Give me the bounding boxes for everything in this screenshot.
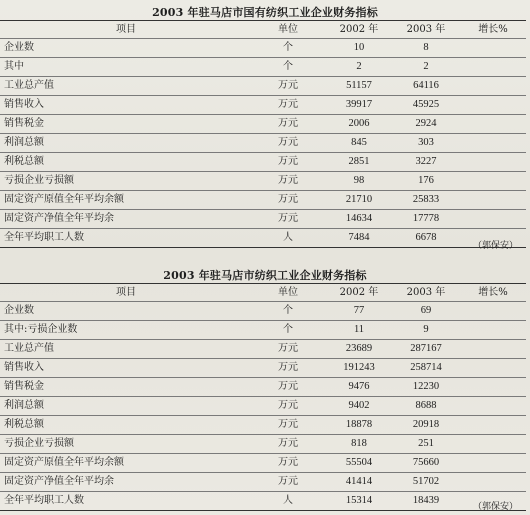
- row-growth: [460, 191, 526, 210]
- table-row: [0, 77, 526, 96]
- row-value-2002: 21710: [326, 191, 392, 210]
- row-value-2003: 8688: [392, 397, 460, 416]
- row-value-2002: 41414: [326, 473, 392, 492]
- row-value-2003: 258714: [392, 359, 460, 378]
- row-item: 企业数: [0, 39, 250, 58]
- row-item: 固定资产原值全年平均余额: [0, 454, 250, 473]
- row-unit: 个: [250, 58, 326, 77]
- row-item: 工业总产值: [0, 77, 250, 96]
- row-item: 亏损企业亏损额: [0, 172, 250, 191]
- continued-note: （郭保安）: [472, 241, 518, 251]
- row-value-2003: 3227: [392, 153, 460, 172]
- row-value-2002: 39917: [326, 96, 392, 115]
- row-item: 固定资产净值全年平均余: [0, 210, 250, 229]
- row-unit: 万元: [250, 172, 326, 191]
- header-year-2003: 2003 年: [392, 21, 460, 39]
- header-growth: 增长%: [460, 21, 526, 39]
- row-value-2002: 9476: [326, 378, 392, 397]
- row-item: 工业总产值: [0, 340, 250, 359]
- row-growth: [460, 416, 526, 435]
- row-unit: 万元: [250, 435, 326, 454]
- row-growth: [460, 210, 526, 229]
- row-value-2003: 25833: [392, 191, 460, 210]
- row-value-2002: 2006: [326, 115, 392, 134]
- row-item: 利润总额: [0, 397, 250, 416]
- table-title: 2003 年驻马店市国有纺织工业企业财务指标: [152, 6, 378, 19]
- table-row: [0, 397, 526, 416]
- row-growth: [460, 302, 526, 321]
- header-unit: 单位: [250, 21, 326, 39]
- row-value-2002: 23689: [326, 340, 392, 359]
- row-value-2003: 251: [392, 435, 460, 454]
- row-growth: [460, 39, 526, 58]
- row-value-2002: 11: [326, 321, 392, 340]
- row-value-2002: 191243: [326, 359, 392, 378]
- row-value-2003: 17778: [392, 210, 460, 229]
- row-item: 企业数: [0, 302, 250, 321]
- table-row: [0, 473, 526, 492]
- row-item: 全年平均职工人数: [0, 492, 250, 511]
- header-item: 项目: [0, 284, 250, 302]
- row-value-2003: 20918: [392, 416, 460, 435]
- row-unit: 万元: [250, 416, 326, 435]
- row-unit: 个: [250, 39, 326, 58]
- row-item: 销售税金: [0, 378, 250, 397]
- table-row: [0, 172, 526, 191]
- continued-note: （郭保安）: [472, 502, 518, 512]
- table-row: [0, 134, 526, 153]
- row-value-2003: 176: [392, 172, 460, 191]
- row-unit: 万元: [250, 134, 326, 153]
- row-growth: [460, 454, 526, 473]
- financial-table: [0, 283, 526, 511]
- table-row: [0, 191, 526, 210]
- table-row: [0, 454, 526, 473]
- row-value-2002: 15314: [326, 492, 392, 511]
- row-value-2002: 2851: [326, 153, 392, 172]
- table-row: [0, 359, 526, 378]
- table-row: [0, 435, 526, 454]
- row-unit: 万元: [250, 153, 326, 172]
- table-row: [0, 115, 526, 134]
- row-growth: [460, 134, 526, 153]
- row-unit: 万元: [250, 210, 326, 229]
- header-year-2002: 2002 年: [326, 284, 392, 302]
- row-item: 固定资产净值全年平均余: [0, 473, 250, 492]
- header-growth: 增长%: [460, 284, 526, 302]
- row-value-2002: 51157: [326, 77, 392, 96]
- row-growth: [460, 58, 526, 77]
- row-value-2003: 8: [392, 39, 460, 58]
- row-value-2003: 2924: [392, 115, 460, 134]
- table-row: [0, 378, 526, 397]
- row-growth: [460, 435, 526, 454]
- table-header-row: [0, 21, 526, 39]
- row-growth: [460, 359, 526, 378]
- row-growth: [460, 378, 526, 397]
- row-value-2003: 45925: [392, 96, 460, 115]
- row-unit: 个: [250, 302, 326, 321]
- row-unit: 万元: [250, 115, 326, 134]
- row-value-2002: 18878: [326, 416, 392, 435]
- row-item: 销售收入: [0, 359, 250, 378]
- row-item: 利税总额: [0, 416, 250, 435]
- row-growth: [460, 77, 526, 96]
- row-value-2002: 845: [326, 134, 392, 153]
- row-value-2002: 77: [326, 302, 392, 321]
- row-growth: [460, 473, 526, 492]
- row-unit: 万元: [250, 359, 326, 378]
- table-row: [0, 302, 526, 321]
- row-unit: 人: [250, 229, 326, 248]
- table-row: [0, 58, 526, 77]
- row-growth: [460, 153, 526, 172]
- row-value-2003: 75660: [392, 454, 460, 473]
- row-value-2003: 69: [392, 302, 460, 321]
- header-item: 项目: [0, 21, 250, 39]
- row-item: 其中:亏损企业数: [0, 321, 250, 340]
- row-item: 利税总额: [0, 153, 250, 172]
- header-year-2003: 2003 年: [392, 284, 460, 302]
- row-unit: 个: [250, 321, 326, 340]
- row-unit: 万元: [250, 191, 326, 210]
- row-unit: 万元: [250, 340, 326, 359]
- row-item: 销售收入: [0, 96, 250, 115]
- row-value-2002: 9402: [326, 397, 392, 416]
- table-row: [0, 416, 526, 435]
- row-value-2002: 14634: [326, 210, 392, 229]
- row-item: 亏损企业亏损额: [0, 435, 250, 454]
- table-header-row: [0, 284, 526, 302]
- row-unit: 万元: [250, 473, 326, 492]
- table-row: [0, 229, 526, 248]
- table-row: [0, 153, 526, 172]
- row-value-2003: 51702: [392, 473, 460, 492]
- row-growth: [460, 115, 526, 134]
- row-item: 利润总额: [0, 134, 250, 153]
- row-growth: [460, 340, 526, 359]
- row-value-2003: 6678: [392, 229, 460, 248]
- row-value-2003: 303: [392, 134, 460, 153]
- row-value-2002: 2: [326, 58, 392, 77]
- row-value-2003: 9: [392, 321, 460, 340]
- row-item: 固定资产原值全年平均余额: [0, 191, 250, 210]
- table-title: 2003 年驻马店市纺织工业企业财务指标: [163, 269, 367, 282]
- table-row: [0, 210, 526, 229]
- table-row: [0, 96, 526, 115]
- row-unit: 万元: [250, 397, 326, 416]
- table-row: [0, 492, 526, 511]
- row-unit: 万元: [250, 454, 326, 473]
- row-value-2002: 55504: [326, 454, 392, 473]
- row-unit: 万元: [250, 96, 326, 115]
- row-value-2003: 2: [392, 58, 460, 77]
- row-growth: [460, 321, 526, 340]
- header-year-2002: 2002 年: [326, 21, 392, 39]
- row-unit: 人: [250, 492, 326, 511]
- row-value-2002: 10: [326, 39, 392, 58]
- table-row: [0, 39, 526, 58]
- row-value-2003: 12230: [392, 378, 460, 397]
- table-row: [0, 340, 526, 359]
- row-value-2002: 98: [326, 172, 392, 191]
- row-growth: [460, 172, 526, 191]
- row-unit: 万元: [250, 378, 326, 397]
- row-value-2003: 18439: [392, 492, 460, 511]
- row-item: 全年平均职工人数: [0, 229, 250, 248]
- row-value-2002: 818: [326, 435, 392, 454]
- row-value-2003: 64116: [392, 77, 460, 96]
- row-growth: [460, 397, 526, 416]
- row-value-2002: 7484: [326, 229, 392, 248]
- financial-table: [0, 20, 526, 248]
- row-item: 其中: [0, 58, 250, 77]
- row-item: 销售税金: [0, 115, 250, 134]
- row-value-2003: 287167: [392, 340, 460, 359]
- row-growth: [460, 96, 526, 115]
- table-row: [0, 321, 526, 340]
- row-unit: 万元: [250, 77, 326, 96]
- header-unit: 单位: [250, 284, 326, 302]
